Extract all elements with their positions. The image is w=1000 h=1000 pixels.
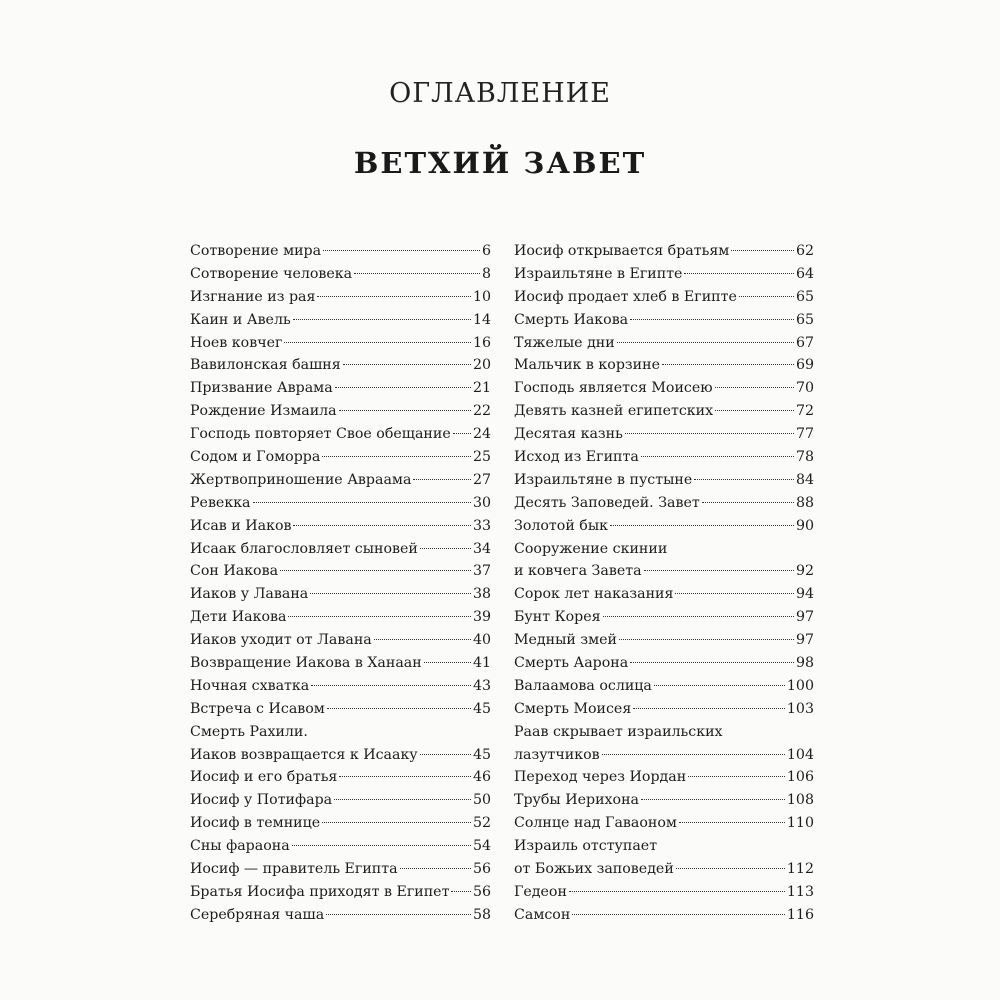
toc-entry-page-number: 65 bbox=[795, 288, 814, 305]
toc-entry bbox=[190, 629, 491, 652]
toc-entry-page-number: 56 bbox=[472, 883, 491, 900]
toc-entry bbox=[514, 789, 814, 812]
dot-leader bbox=[253, 502, 471, 503]
toc-entry-page-number: 30 bbox=[472, 494, 491, 511]
toc-entry-page-number: 52 bbox=[472, 815, 491, 832]
toc-entry-page-number: 58 bbox=[472, 906, 491, 923]
dot-leader bbox=[339, 410, 471, 411]
dot-leader bbox=[625, 433, 794, 434]
toc-entry-page-number: 88 bbox=[795, 494, 814, 511]
toc-entry bbox=[514, 400, 814, 423]
toc-entry-title: Израильтяне в пустыне bbox=[514, 471, 693, 488]
toc-entry-page-number: 21 bbox=[472, 380, 491, 397]
toc-entry-title: Господь повторяет Свое обещание bbox=[190, 426, 451, 443]
dot-leader bbox=[633, 708, 785, 709]
toc-entry-page-number: 62 bbox=[795, 243, 814, 259]
toc-entry bbox=[514, 240, 814, 263]
toc-entry-title: Серебряная чаша bbox=[190, 906, 325, 923]
toc-entry-page-number: 84 bbox=[795, 471, 814, 488]
toc-entry-title: Сотворение мира bbox=[190, 243, 322, 259]
toc-entry-title: Сотворение человека bbox=[190, 265, 353, 282]
toc-column-right bbox=[514, 240, 814, 927]
toc-entry-page-number: 39 bbox=[472, 609, 491, 626]
toc-entry-page-number: 54 bbox=[472, 838, 491, 855]
dot-leader bbox=[630, 319, 794, 320]
toc-entry-title: Сон Иакова bbox=[190, 563, 279, 580]
toc-entry-title: Сооружение скинии bbox=[514, 540, 668, 557]
toc-heading: ОГЛАВЛЕНИЕ bbox=[389, 78, 611, 109]
toc-entry-title: Золотой бык bbox=[514, 517, 608, 534]
toc-entry bbox=[190, 286, 491, 309]
dot-leader bbox=[603, 616, 794, 617]
toc-entry-page-number: 43 bbox=[472, 677, 491, 694]
dot-leader bbox=[654, 685, 785, 686]
toc-entry-title: Исаак благословляет сыновей bbox=[190, 540, 418, 557]
toc-entry-page-number: 94 bbox=[795, 586, 814, 603]
toc-entry-title: Иосиф продает хлеб в Египте bbox=[514, 288, 737, 305]
toc-entry bbox=[190, 904, 491, 927]
toc-entry bbox=[190, 652, 491, 675]
toc-entry-title: Раав скрывает израильских bbox=[514, 723, 723, 740]
toc-entry-title: Иосиф в темнице bbox=[190, 815, 321, 832]
toc-entry-title: Девять казней египетских bbox=[514, 403, 714, 420]
toc-entry-page-number: 40 bbox=[472, 632, 491, 649]
toc-entry-title: Ревекка bbox=[190, 494, 251, 511]
toc-entry bbox=[514, 721, 814, 744]
toc-entry bbox=[190, 835, 491, 858]
toc-entry bbox=[190, 377, 491, 400]
toc-entry bbox=[190, 789, 491, 812]
toc-entry bbox=[190, 446, 491, 469]
toc-entry bbox=[190, 515, 491, 538]
toc-entry-title: Призвание Аврама bbox=[190, 380, 333, 397]
toc-entry-page-number: 92 bbox=[795, 563, 814, 580]
dot-leader bbox=[641, 799, 785, 800]
toc-entry-page-number: 113 bbox=[786, 883, 814, 900]
toc-entry-title: Сны фараона bbox=[190, 838, 290, 855]
toc-entry bbox=[190, 309, 491, 332]
toc-entry-title: Смерть Рахили. bbox=[190, 723, 308, 740]
dot-leader bbox=[694, 479, 794, 480]
toc-entry bbox=[190, 675, 491, 698]
dot-leader bbox=[293, 525, 470, 526]
toc-entry-title: Тяжелые дни bbox=[514, 334, 615, 351]
toc-entry-page-number: 45 bbox=[472, 746, 491, 763]
dot-leader bbox=[323, 250, 480, 251]
dot-leader bbox=[619, 639, 794, 640]
toc-entry-title: Каин и Авель bbox=[190, 311, 291, 328]
toc-entry bbox=[190, 583, 491, 606]
toc-entry-title: Валаамова ослица bbox=[514, 677, 652, 694]
toc-entry-title: Встреча с Исавом bbox=[190, 700, 325, 717]
toc-entry-title: Трубы Иерихона bbox=[514, 792, 639, 809]
toc-entry-page-number: 106 bbox=[786, 769, 814, 786]
dot-leader bbox=[326, 914, 471, 915]
dot-leader bbox=[400, 868, 471, 869]
toc-entry bbox=[190, 400, 491, 423]
dot-leader bbox=[610, 525, 794, 526]
toc-entry bbox=[514, 652, 814, 675]
toc-entry-title: от Божьих заповедей bbox=[514, 861, 674, 878]
toc-entry-page-number: 64 bbox=[795, 265, 814, 282]
toc-entry-page-number: 98 bbox=[795, 655, 814, 672]
toc-entry-page-number: 56 bbox=[472, 861, 491, 878]
toc-entry-page-number: 100 bbox=[786, 677, 814, 694]
toc-entry-title: Иосиф и его братья bbox=[190, 769, 338, 786]
dot-leader bbox=[322, 822, 471, 823]
dot-leader bbox=[702, 502, 794, 503]
toc-entry-title: Возвращение Иакова в Ханаан bbox=[190, 655, 422, 672]
toc-entry-title: Переход через Иордан bbox=[514, 769, 687, 786]
toc-entry bbox=[514, 858, 814, 881]
toc-entry-page-number: 97 bbox=[795, 609, 814, 626]
toc-entry-title: Смерть Моисея bbox=[514, 700, 632, 717]
toc-entry-page-number: 46 bbox=[472, 769, 491, 786]
dot-leader bbox=[602, 754, 785, 755]
dot-leader bbox=[280, 570, 471, 571]
toc-entry bbox=[514, 766, 814, 789]
toc-entry-title: Господь является Моисею bbox=[514, 380, 713, 397]
toc-entry-title: Иаков возвращается к Исааку bbox=[190, 746, 418, 763]
dot-leader bbox=[572, 914, 785, 915]
toc-entry bbox=[190, 812, 491, 835]
toc-entry-page-number: 45 bbox=[472, 700, 491, 717]
toc-entry bbox=[514, 835, 814, 858]
dot-leader bbox=[420, 548, 471, 549]
toc-entry-title: Сорок лет наказания bbox=[514, 586, 674, 603]
toc-entry-page-number: 78 bbox=[795, 449, 814, 466]
toc-entry bbox=[190, 744, 491, 767]
toc-entry-title: Бунт Корея bbox=[514, 609, 601, 626]
toc-entry-page-number: 24 bbox=[472, 426, 491, 443]
toc-entry-title: Братья Иосифа приходят в Египет bbox=[190, 883, 450, 900]
toc-entry bbox=[190, 721, 491, 744]
dot-leader bbox=[684, 273, 793, 274]
dot-leader bbox=[311, 685, 471, 686]
toc-entry-page-number: 104 bbox=[786, 746, 814, 763]
toc-entry bbox=[190, 492, 491, 515]
toc-entry-title: Медный змей bbox=[514, 632, 617, 649]
toc-entry bbox=[190, 766, 491, 789]
toc-entry-title: Израиль отступает bbox=[514, 838, 658, 855]
dot-leader bbox=[739, 296, 794, 297]
dot-leader bbox=[675, 593, 793, 594]
dot-leader bbox=[715, 387, 794, 388]
toc-entry bbox=[514, 469, 814, 492]
dot-leader bbox=[569, 891, 785, 892]
toc-entry-title: Иосиф открывается братьям bbox=[514, 243, 730, 259]
toc-entry bbox=[190, 354, 491, 377]
dot-leader bbox=[679, 822, 785, 823]
toc-column-left bbox=[190, 240, 491, 927]
toc-entry-page-number: 70 bbox=[795, 380, 814, 397]
toc-entry-page-number: 116 bbox=[786, 906, 814, 923]
toc-entry bbox=[514, 515, 814, 538]
toc-entry-title: Вавилонская башня bbox=[190, 357, 341, 374]
toc-entry bbox=[514, 423, 814, 446]
toc-entry-page-number: 27 bbox=[472, 471, 491, 488]
toc-entry bbox=[514, 332, 814, 355]
toc-entry bbox=[190, 263, 491, 286]
toc-entry-title: Смерть Иакова bbox=[514, 311, 629, 328]
toc-entry-title: Гедеон bbox=[514, 883, 567, 900]
dot-leader bbox=[453, 433, 471, 434]
toc-entry-title: Исход из Египта bbox=[514, 449, 639, 466]
toc-entry bbox=[190, 560, 491, 583]
toc-entry-page-number: 69 bbox=[795, 357, 814, 374]
toc-entry bbox=[514, 538, 814, 561]
toc-entry-page-number: 37 bbox=[472, 563, 491, 580]
dot-leader bbox=[284, 342, 471, 343]
toc-entry-page-number: 20 bbox=[472, 357, 491, 374]
toc-entry-title: Иаков у Лавана bbox=[190, 586, 309, 603]
dot-leader bbox=[293, 319, 471, 320]
toc-entry bbox=[514, 560, 814, 583]
toc-entry bbox=[514, 309, 814, 332]
toc-entry-page-number: 77 bbox=[795, 426, 814, 443]
dot-leader bbox=[688, 776, 785, 777]
toc-entry-title: Солнце над Гаваоном bbox=[514, 815, 677, 832]
toc-entry-page-number: 67 bbox=[795, 334, 814, 351]
toc-entry-page-number: 16 bbox=[472, 334, 491, 351]
toc-entry bbox=[514, 698, 814, 721]
dot-leader bbox=[451, 891, 471, 892]
toc-entry-page-number: 25 bbox=[472, 449, 491, 466]
toc-entry bbox=[190, 469, 491, 492]
toc-entry-title: Иосиф у Потифара bbox=[190, 792, 333, 809]
toc-entry-title: лазутчиков bbox=[514, 746, 600, 763]
dot-leader bbox=[334, 799, 471, 800]
toc-entry-page-number: 72 bbox=[795, 403, 814, 420]
toc-entry bbox=[190, 606, 491, 629]
toc-entry bbox=[190, 423, 491, 446]
dot-leader bbox=[644, 570, 794, 571]
dot-leader bbox=[292, 845, 471, 846]
toc-entry-page-number: 41 bbox=[472, 655, 491, 672]
toc-entry bbox=[514, 606, 814, 629]
toc-entry-title: Рождение Измаила bbox=[190, 403, 337, 420]
dot-leader bbox=[354, 273, 480, 274]
toc-entry-title: Смерть Аарона bbox=[514, 655, 629, 672]
toc-entry bbox=[514, 812, 814, 835]
toc-entry-title: Израильтяне в Египте bbox=[514, 265, 683, 282]
toc-entry bbox=[514, 446, 814, 469]
toc-entry-title: Самсон bbox=[514, 906, 571, 923]
dot-leader bbox=[322, 456, 471, 457]
toc-entry-title: Дети Иакова bbox=[190, 609, 287, 626]
toc-entry-page-number: 8 bbox=[481, 265, 491, 282]
toc-entry bbox=[514, 286, 814, 309]
toc-entry-page-number: 97 bbox=[795, 632, 814, 649]
toc-entry-page-number: 112 bbox=[786, 861, 814, 878]
toc-entry bbox=[514, 354, 814, 377]
toc-entry-page-number: 6 bbox=[481, 243, 491, 259]
toc-entry-page-number: 34 bbox=[472, 540, 491, 557]
toc-entry bbox=[190, 332, 491, 355]
toc-entry-title: и ковчега Завета bbox=[514, 563, 642, 580]
dot-leader bbox=[617, 342, 794, 343]
dot-leader bbox=[339, 776, 471, 777]
toc-entry-page-number: 38 bbox=[472, 586, 491, 603]
toc-entry-page-number: 110 bbox=[786, 815, 814, 832]
toc-entry bbox=[514, 492, 814, 515]
toc-entry-title: Содом и Гоморра bbox=[190, 449, 321, 466]
toc-entry-title: Иосиф — правитель Египта bbox=[190, 861, 398, 878]
toc-entry-title: Десять Заповедей. Завет bbox=[514, 494, 700, 511]
toc-entry-page-number: 33 bbox=[472, 517, 491, 534]
toc-entry-page-number: 90 bbox=[795, 517, 814, 534]
toc-entry-page-number: 108 bbox=[786, 792, 814, 809]
dot-leader bbox=[676, 868, 785, 869]
dot-leader bbox=[731, 250, 794, 251]
toc-entry bbox=[514, 904, 814, 927]
toc-entry bbox=[514, 263, 814, 286]
toc-entry bbox=[190, 240, 491, 263]
toc-entry-title: Исав и Иаков bbox=[190, 517, 292, 534]
toc-entry bbox=[514, 583, 814, 606]
section-heading: ВЕТХИЙ ЗАВЕТ bbox=[353, 146, 647, 180]
dot-leader bbox=[715, 410, 794, 411]
toc-entry bbox=[190, 698, 491, 721]
toc-entry-page-number: 103 bbox=[786, 700, 814, 717]
toc-entry-page-number: 22 bbox=[472, 403, 491, 420]
dot-leader bbox=[288, 616, 471, 617]
dot-leader bbox=[662, 364, 794, 365]
toc-entry bbox=[190, 538, 491, 561]
toc-entry-page-number: 10 bbox=[472, 288, 491, 305]
toc-entry bbox=[190, 858, 491, 881]
toc-entry-title: Ноев ковчег bbox=[190, 334, 283, 351]
toc-entry-page-number: 50 bbox=[472, 792, 491, 809]
dot-leader bbox=[317, 296, 470, 297]
dot-leader bbox=[374, 639, 471, 640]
toc-entry bbox=[514, 629, 814, 652]
toc-entry-title: Изгнание из рая bbox=[190, 288, 316, 305]
toc-entry bbox=[514, 675, 814, 698]
dot-leader bbox=[420, 754, 471, 755]
toc-entry-title: Жертвоприношение Авраама bbox=[190, 471, 412, 488]
dot-leader bbox=[630, 662, 794, 663]
toc-entry bbox=[190, 881, 491, 904]
dot-leader bbox=[424, 662, 471, 663]
dot-leader bbox=[641, 456, 794, 457]
toc-entry bbox=[514, 377, 814, 400]
toc-entry-title: Десятая казнь bbox=[514, 426, 623, 443]
toc-entry-title: Иаков уходит от Лавана bbox=[190, 632, 372, 649]
dot-leader bbox=[327, 708, 471, 709]
toc-entry-title: Мальчик в корзине bbox=[514, 357, 660, 374]
dot-leader bbox=[343, 364, 471, 365]
dot-leader bbox=[310, 593, 471, 594]
toc-entry bbox=[514, 744, 814, 767]
toc-entry-page-number: 65 bbox=[795, 311, 814, 328]
toc-entry bbox=[514, 881, 814, 904]
dot-leader bbox=[413, 479, 471, 480]
dot-leader bbox=[335, 387, 471, 388]
toc-entry-page-number: 14 bbox=[472, 311, 491, 328]
toc-entry-title: Ночная схватка bbox=[190, 677, 310, 694]
